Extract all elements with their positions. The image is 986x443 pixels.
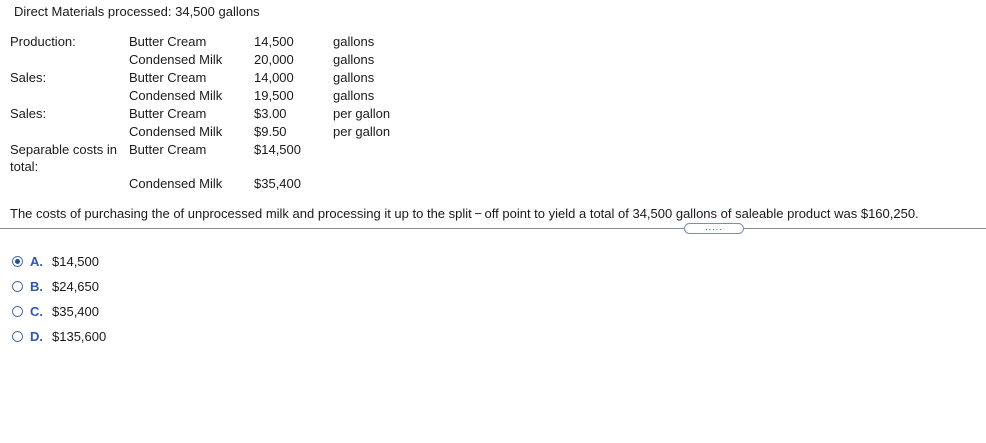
row-product: Butter Cream [129, 142, 207, 157]
row-unit [333, 141, 453, 175]
row-product: Condensed Milk [129, 124, 223, 139]
row-label [10, 123, 129, 141]
expand-more-button[interactable]: ..... [684, 223, 744, 234]
option-b[interactable] [12, 274, 106, 299]
row-label [10, 175, 129, 193]
row-unit [333, 175, 453, 193]
table-row [10, 105, 453, 123]
option-d[interactable] [12, 324, 106, 349]
answer-options [12, 249, 106, 349]
row-value: $14,500 [254, 142, 301, 157]
row-product: Condensed Milk [129, 88, 223, 103]
option-c[interactable] [12, 299, 106, 324]
row-unit: per gallon [333, 106, 391, 121]
option-value: $35,400 [52, 304, 99, 319]
row-product: Condensed Milk [129, 176, 223, 191]
row-label [10, 87, 129, 105]
option-letter: A. [30, 254, 43, 269]
option-value: $135,600 [52, 329, 107, 344]
product-data-table [10, 33, 453, 193]
row-unit: gallons [333, 52, 375, 67]
option-letter: C. [30, 304, 43, 319]
row-label: Separable costs in total: [10, 142, 117, 174]
table-row [10, 33, 453, 51]
row-value: $35,400 [254, 176, 301, 191]
row-label: Sales: [10, 106, 47, 121]
radio-icon[interactable] [12, 306, 23, 317]
row-product: Butter Cream [129, 106, 207, 121]
row-value: 14,000 [254, 70, 294, 85]
row-label: Sales: [10, 70, 47, 85]
row-label: Production: [10, 34, 76, 49]
row-unit: per gallon [333, 124, 391, 139]
row-value: $9.50 [254, 124, 287, 139]
table-row [10, 123, 453, 141]
option-letter: D. [30, 329, 43, 344]
table-row [10, 69, 453, 87]
table-row [10, 141, 453, 175]
option-letter: B. [30, 279, 43, 294]
option-a[interactable] [12, 249, 106, 274]
radio-icon[interactable] [12, 281, 23, 292]
row-unit: gallons [333, 34, 375, 49]
row-product: Butter Cream [129, 70, 207, 85]
table-row [10, 175, 453, 193]
table-row [10, 87, 453, 105]
row-value: 14,500 [254, 34, 294, 49]
row-unit: gallons [333, 88, 375, 103]
row-value: 19,500 [254, 88, 294, 103]
radio-selected-icon[interactable] [12, 256, 23, 267]
row-value: $3.00 [254, 106, 287, 121]
row-product: Condensed Milk [129, 52, 223, 67]
option-value: $14,500 [52, 254, 99, 269]
row-unit: gallons [333, 70, 375, 85]
row-product: Butter Cream [129, 34, 207, 49]
row-label [10, 51, 129, 69]
section-divider [0, 228, 986, 229]
question-text: The costs of purchasing the of unprocessed milk and processing it up to the split − off point to yield a total of 34,500 gallons of saleable product was $160,250. [10, 206, 919, 221]
radio-icon[interactable] [12, 331, 23, 342]
materials-header: Direct Materials processed: 34,500 gallons [14, 4, 260, 19]
table-row [10, 51, 453, 69]
row-value: 20,000 [254, 52, 294, 67]
option-value: $24,650 [52, 279, 99, 294]
